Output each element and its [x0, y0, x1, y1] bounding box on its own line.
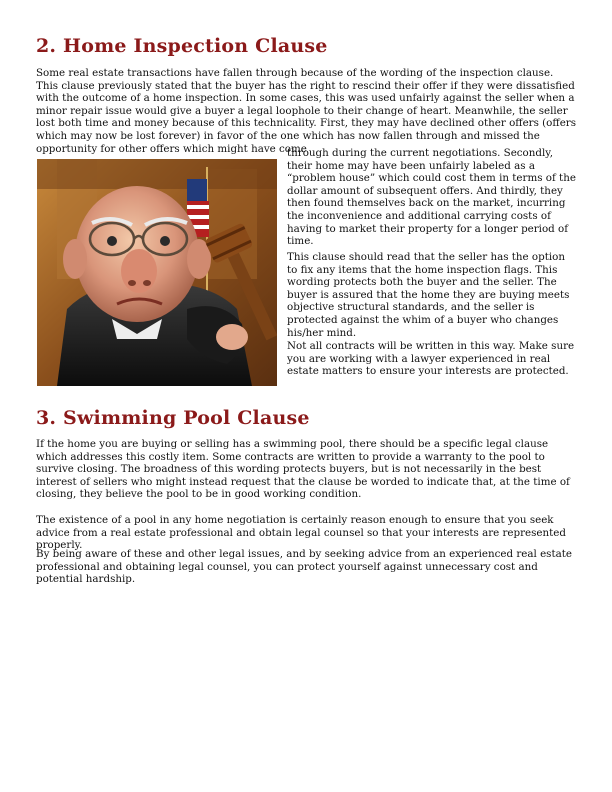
judge-with-gavel-photo — [37, 159, 277, 386]
inspection-paragraph-1: Some real estate transactions have fallen through because of the wording of the inspection clause. This clause previously stated that the buyer has the right to rescind their offer if they were dissatisfied with the outcome of a home inspection. In some cases, this was used unfairly against the seller when a minor repair issue would give a buyer a legal loophole to their change of heart. Meanwhile, the seller lost both time and money because of this technicality. First, they may have declined other offers (offers which may now be lost forever) in favor of the one which has now fallen through and missed the opportunity for other offers which might have come — [36, 67, 576, 155]
pool-paragraph-2: The existence of a pool in any home negotiation is certainly reason enough to ensure that you seek advice from a real estate professional and obtain legal counsel so that your interests are represented properly. — [36, 514, 566, 552]
pool-paragraph-1: If the home you are buying or selling has a swimming pool, there should be a specific legal clause which addresses this costly item. Some contracts are written to provide a warranty to the pool to survive closing. The broadness of this wording protects buyers, but is not necessarily in the best interest of sellers who might instead request that the clause be worded to indicate that, at the time of closing, they believe the pool to be in good working condition. — [36, 438, 570, 501]
section-heading-home-inspection: 2. Home Inspection Clause — [36, 35, 328, 57]
section-heading-swimming-pool: 3. Swimming Pool Clause — [36, 407, 310, 429]
inspection-paragraph-3: Not all contracts will be written in this way. Make sure you are working with a lawyer experienced in real estate matters to ensure your interests are protected. — [287, 340, 575, 378]
pool-paragraph-3: By being aware of these and other legal issues, and by seeking advice from an experienced real estate professional and obtaining legal counsel, you can protect yourself against unnecessary cost and potential hardship. — [36, 548, 572, 586]
inspection-paragraph-2: This clause should read that the seller has the option to fix any items that the home inspection flags. This wording protects both the buyer and the seller. The buyer is assured that the home they are buying meets objective structural standards, and the seller is protected against the whim of a buyer who changes his/her mind. — [287, 251, 570, 339]
inspection-paragraph-1-continued: through during the current negotiations. Secondly, their home may have been unfairly labeled as a “problem house” which could cost them in terms of the dollar amount of subsequent offers. And thirdly, they then found themselves back on the market, incurring the inconvenience and additional carrying costs of having to market their property for a longer period of time. — [287, 147, 576, 248]
